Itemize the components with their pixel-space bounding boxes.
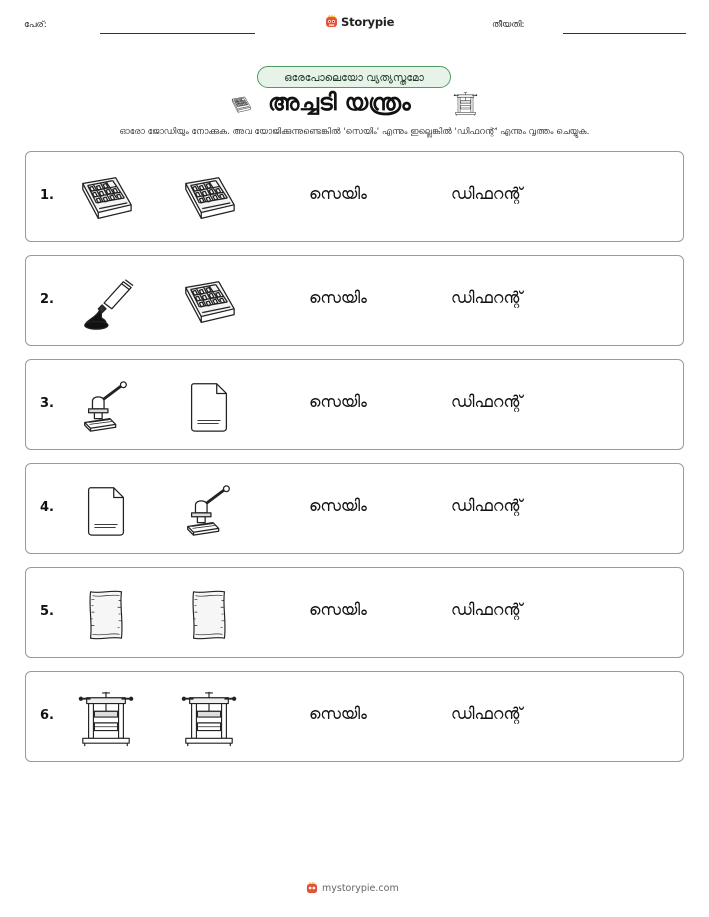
name-label: പേര്: xyxy=(24,20,47,30)
question-number: 4. xyxy=(40,500,54,515)
name-line[interactable] xyxy=(100,33,255,34)
stamp-press-icon xyxy=(77,378,135,436)
brand-name: Storypie xyxy=(341,14,395,29)
question-row xyxy=(25,671,684,762)
question-row xyxy=(25,255,684,346)
question-row xyxy=(25,567,684,658)
question-number: 5. xyxy=(40,604,54,619)
printing-press-icon xyxy=(453,91,478,117)
type-block-icon xyxy=(180,170,238,228)
type-block-icon xyxy=(228,94,254,116)
footer-url[interactable]: mystorypie.com xyxy=(322,882,399,894)
storypie-logo-icon xyxy=(325,14,338,29)
different-option[interactable]: ഡിഫറന്റ് xyxy=(451,600,523,619)
paper-stack-icon xyxy=(180,586,238,644)
different-option[interactable]: ഡിഫറന്റ് xyxy=(451,704,523,723)
question-number: 2. xyxy=(40,292,54,307)
same-option[interactable]: സെയിം xyxy=(309,496,367,515)
question-number: 3. xyxy=(40,396,54,411)
type-block-icon xyxy=(180,274,238,332)
same-option[interactable]: സെയിം xyxy=(309,600,367,619)
different-option[interactable]: ഡിഫറന്റ് xyxy=(451,288,523,307)
storypie-logo-icon xyxy=(306,881,318,895)
question-row xyxy=(25,151,684,242)
printing-press-icon xyxy=(77,690,135,748)
date-line[interactable] xyxy=(563,33,686,34)
paper-sheet-icon xyxy=(180,378,238,436)
question-number: 1. xyxy=(40,188,54,203)
same-option[interactable]: സെയിം xyxy=(309,392,367,411)
same-option[interactable]: സെയിം xyxy=(309,184,367,203)
stamp-press-icon xyxy=(180,482,238,540)
paper-stack-icon xyxy=(77,586,135,644)
different-option[interactable]: ഡിഫറന്റ് xyxy=(451,392,523,411)
page-title: അച്ചടി യന്ത്രം xyxy=(268,90,411,116)
paper-sheet-icon xyxy=(77,482,135,540)
date-label: തീയതി: xyxy=(492,20,525,30)
different-option[interactable]: ഡിഫറന്റ് xyxy=(451,496,523,515)
instructions: ഓരോ ജോഡിയും നോക്കുക. അവ യോജിക്കുന്നുണ്ടെങ്കിൽ 'സെയിം' എന്നും ഇല്ലെങ്കിൽ 'ഡിഫറന്റ്' എന്നും വൃത്തം ചെയ്യുക. xyxy=(119,127,590,137)
ink-tube-icon xyxy=(77,274,135,332)
question-row xyxy=(25,359,684,450)
different-option[interactable]: ഡിഫറന്റ് xyxy=(451,184,523,203)
question-row xyxy=(25,463,684,554)
brand xyxy=(325,14,394,29)
footer xyxy=(306,881,399,895)
type-block-icon xyxy=(77,170,135,228)
same-option[interactable]: സെയിം xyxy=(309,288,367,307)
printing-press-icon xyxy=(180,690,238,748)
worksheet-type-badge: ഒരേപോലെയോ വ്യത്യസ്തമോ xyxy=(257,66,451,88)
same-option[interactable]: സെയിം xyxy=(309,704,367,723)
question-number: 6. xyxy=(40,708,54,723)
